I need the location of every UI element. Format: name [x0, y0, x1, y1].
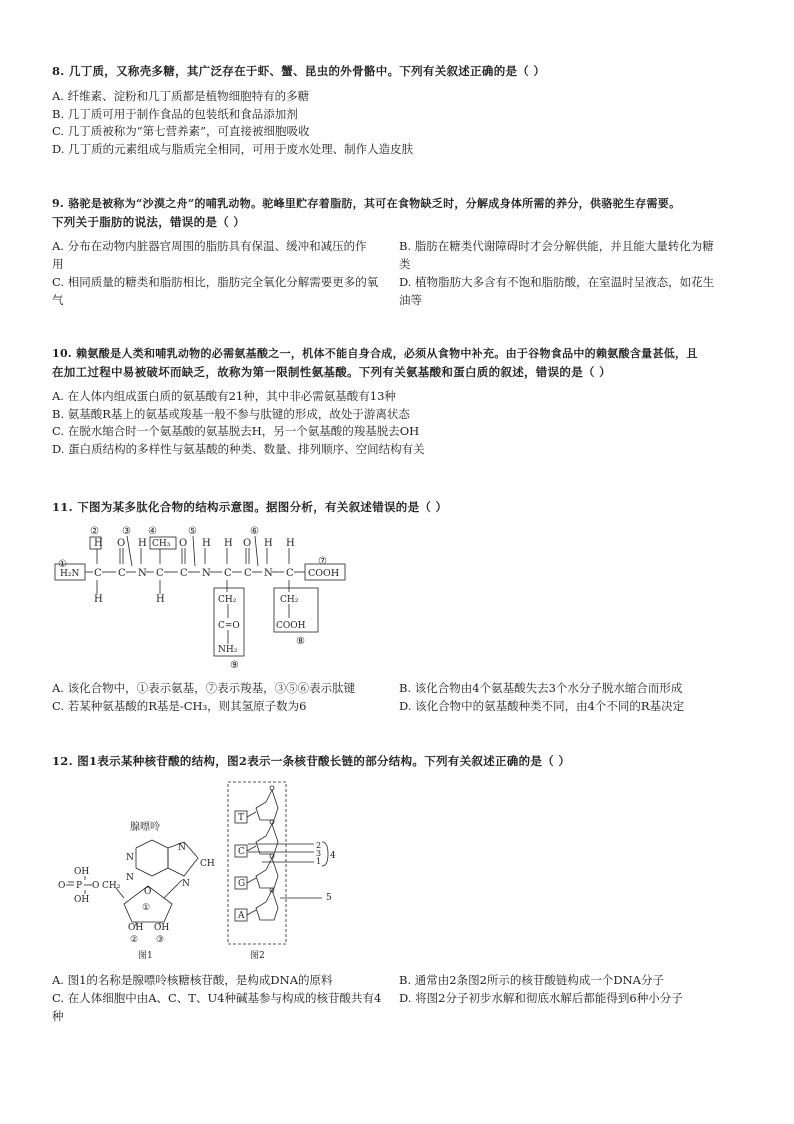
oh-group: OH [128, 923, 144, 933]
atom-c: C [286, 568, 294, 579]
option-c: C. 在人体细胞中由A、C、T、U4种碱基参与构成的核苷酸共有4 [52, 991, 382, 1005]
atom-o: O [92, 881, 100, 891]
carbon-2-label: ② [130, 935, 139, 945]
label-5: ⑤ [188, 526, 197, 537]
atom-n: N [264, 568, 273, 579]
atom-o: O [179, 538, 188, 549]
option-d: D. 将图2分子初步水解和彻底水解后都能得到6种小分子 [399, 991, 683, 1005]
atom-h: H [286, 538, 295, 549]
atom-n: N [202, 568, 211, 579]
label-4: ④ [148, 526, 157, 537]
atom-n: N [138, 568, 147, 579]
atom-c: C [118, 568, 126, 579]
adenine-label: 腺嘌呤 [130, 822, 160, 833]
figure-1-caption: 图1 [138, 951, 153, 961]
question-11 [52, 498, 752, 517]
option-a: A. 图1的名称是腺嘌呤核糖核苷酸，是构成DNA的原料 [52, 973, 333, 987]
atom-h: H [94, 538, 103, 549]
option-d: D. 该化合物中的氨基酸种类不同，由4个不同的R基决定 [399, 699, 685, 713]
option-a-cont: 用 [52, 256, 64, 271]
option-b: B. 通常由2条图2所示的核苷酸链构成一个DNA分子 [399, 973, 664, 987]
atom-n: N [126, 873, 134, 883]
option-d: D. 几丁质的元素组成与脂质完全相同，可用于废水处理、制作人造皮肤 [52, 141, 414, 156]
base-c: C [238, 847, 245, 857]
cooh-group: COOH [276, 621, 306, 631]
oh-group: OH [74, 895, 90, 905]
option-c: C. 相同质量的糖类和脂肪相比，脂肪完全氧化分解需要更多的氧 [52, 275, 379, 289]
question-stem-line2: 在加工过程中易被破坏而缺乏，故称为第一限制性氨基酸。下列有关氨基酸和蛋白质的叙述，错误的是（ ） [52, 365, 611, 379]
question-stem-line2: 下列关于脂肪的说法，错误的是（ ） [52, 215, 246, 229]
atom-p: P [76, 881, 83, 891]
carbonyl-group: C=O [218, 621, 240, 631]
option-a: A. 该化合物中，①表示氨基，⑦表示羧基，③⑤⑥表示肽键 [52, 681, 356, 695]
option-b: B. 脂肪在糖类代谢障碍时才会分解供能，并且能大量转化为糖 [399, 239, 714, 253]
base-t: T [238, 813, 245, 823]
base-a: A [238, 911, 245, 921]
polypeptide-structure-figure [52, 520, 352, 670]
label-7: ⑦ [318, 556, 327, 567]
figure-2-caption: 图2 [250, 951, 265, 961]
option-b-cont: 类 [399, 256, 411, 271]
option-b: B. 几丁质可用于制作食品的包装纸和食品添加剂 [52, 106, 298, 121]
option-d: D. 蛋白质结构的多样性与氨基酸的种类、数量、排列顺序、空间结构有关 [52, 441, 425, 456]
label-8: ⑧ [296, 636, 305, 647]
atom-c: C [180, 568, 188, 579]
atom-o: O [117, 538, 126, 549]
option-c-cont: 气 [52, 292, 64, 307]
carbon-3-label: ③ [156, 935, 165, 945]
label-1: 1 [316, 857, 322, 866]
atom-o: O [243, 538, 252, 549]
label-3: ③ [122, 526, 131, 537]
carbon-1-label: ① [142, 903, 151, 913]
atom-h: H [156, 594, 165, 605]
question-stem: 9. 骆驼是被称为“沙漠之舟”的哺乳动物。驼峰里贮存着脂肪，其可在食物缺乏时，分解成身体所需的养分，供骆驼生存需要。 [52, 197, 681, 210]
ch3-group: CH₃ [152, 539, 171, 549]
label-6: ⑥ [250, 526, 259, 537]
nucleotide-figures [52, 776, 352, 966]
question-stem: 12. 图1表示某种核苷酸的结构，图2表示一条核苷酸长链的部分结构。下列有关叙述正确的是（ ） [52, 754, 571, 768]
atom-c: C [94, 568, 102, 579]
atom-h: H [264, 538, 273, 549]
label-3: 3 [316, 849, 322, 858]
ch2-group: CH₂ [218, 595, 237, 605]
label-2: ② [90, 526, 99, 537]
atom-h: H [202, 538, 211, 549]
ch-group: CH [200, 859, 215, 869]
base-g: G [238, 879, 246, 889]
atom-n: N [178, 843, 186, 853]
atom-c: C [244, 568, 252, 579]
atom-c: C [224, 568, 232, 579]
question-stem: 10. 赖氨酸是人类和哺乳动物的必需氨基酸之一，机体不能自身合成，必须从食物中补充。由于谷物食品中的赖氨酸含量甚低，且 [52, 347, 698, 360]
option-a: A. 纤维素、淀粉和几丁质都是植物细胞特有的多糖 [52, 89, 310, 103]
option-a: A. 在人体内组成蛋白质的氨基酸有21种，其中非必需氨基酸有13种 [52, 389, 396, 403]
atom-o: O [58, 881, 66, 891]
cooh-group: COOH [308, 568, 340, 579]
label-5: 5 [326, 893, 332, 903]
question-9 [52, 194, 752, 310]
question-stem: 11. 下图为某多肽化合物的结构示意图。据图分析，有关叙述错误的是（ ） [52, 500, 448, 514]
question-stem: 8. 几丁质，又称壳多糖，其广泛存在于虾、蟹、昆虫的外骨骼中。下列有关叙述正确的是（ ） [52, 64, 546, 78]
option-a: A. 分布在动物内脏器官周围的脂肪具有保温、缓冲和减压的作 [52, 239, 367, 253]
question-10 [52, 344, 752, 458]
label-4: 4 [330, 851, 336, 861]
option-b: B. 氨基酸R基上的氨基或羧基一般不参与肽键的形成，故处于游离状态 [52, 406, 410, 421]
h2n-group: H₂N [60, 569, 80, 579]
question-12 [52, 752, 752, 771]
atom-c: C [156, 568, 164, 579]
atom-h: H [224, 538, 233, 549]
question-8 [52, 62, 752, 158]
atom-n: N [182, 879, 190, 889]
option-c-cont: 种 [52, 1008, 64, 1023]
option-d: D. 植物脂肪大多含有不饱和脂肪酸，在室温时呈液态，如花生 [399, 275, 715, 289]
option-b: B. 该化合物由4个氨基酸失去3个水分子脱水缩合而形成 [399, 681, 683, 695]
atom-h: H [138, 538, 147, 549]
nh2-group: NH₂ [218, 645, 238, 655]
question-12-options [52, 972, 752, 1026]
option-d-cont: 油等 [399, 292, 422, 307]
atom-o: O [144, 887, 152, 897]
option-c: C. 在脱水缩合时一个氨基酸的氨基脱去H，另一个氨基酸的羧基脱去OH [52, 424, 420, 438]
option-c: C. 若某种氨基酸的R基是-CH₃，则其氢原子数为6 [52, 699, 307, 713]
option-c: C. 几丁质被称为“第七营养素”，可直接被细胞吸收 [52, 124, 310, 138]
question-11-options [52, 680, 752, 716]
oh-group: OH [154, 923, 170, 933]
ch2-group: CH₂ [280, 595, 299, 605]
label-1: ① [58, 559, 67, 570]
label-2: 2 [316, 841, 322, 850]
ch2-group: CH₂ [102, 881, 121, 891]
atom-n: N [126, 853, 134, 863]
atom-h: H [94, 594, 103, 605]
oh-group: OH [74, 867, 90, 877]
label-9: ⑨ [230, 660, 239, 670]
